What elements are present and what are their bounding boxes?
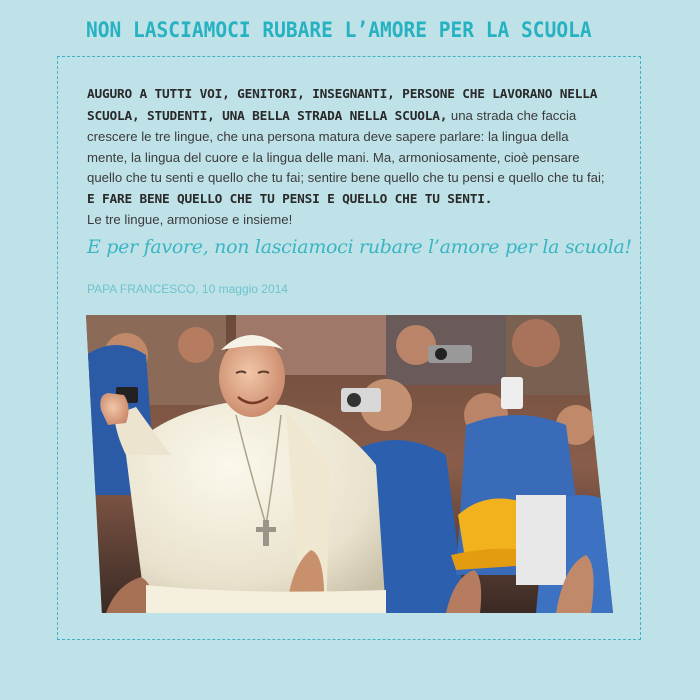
attribution: PAPA FRANCESCO, 10 maggio 2014 — [87, 282, 288, 296]
pope-crowd-photo — [86, 315, 613, 613]
script-quote-line: E per favore, non lasciamoci rubare l’amore per la scuola! — [87, 236, 632, 258]
quote-text-closing: Le tre lingue, armoniose e insieme! — [87, 212, 293, 227]
page-title: NON LASCIAMOCI RUBARE L’AMORE PER LA SCUOLA — [86, 18, 592, 42]
quote-caps-intro: AUGURO A TUTTI VOI, GENITORI, INSEGNANTI, PERSONE CHE LAVORANO NELLA SCUOLA, STUDENTI, UNA BELLA STRADA NELLA SCUOLA, — [87, 87, 598, 124]
quote-block — [87, 84, 607, 231]
quote-text-body: una strada che faccia crescere le tre lingue, che una persona matura deve sapere parlare: la lingua della mente, la lingua del cuore e la lingua delle mani. Ma, armoniosamente, cioè pensare quello che tu senti e quello che tu fai; sentire bene quello che tu pensi e quello che tu fai; — [87, 107, 605, 185]
quote-caps-emphasis: E FARE BENE QUELLO CHE TU PENSI E QUELLO CHE TU SENTI. — [87, 191, 493, 207]
